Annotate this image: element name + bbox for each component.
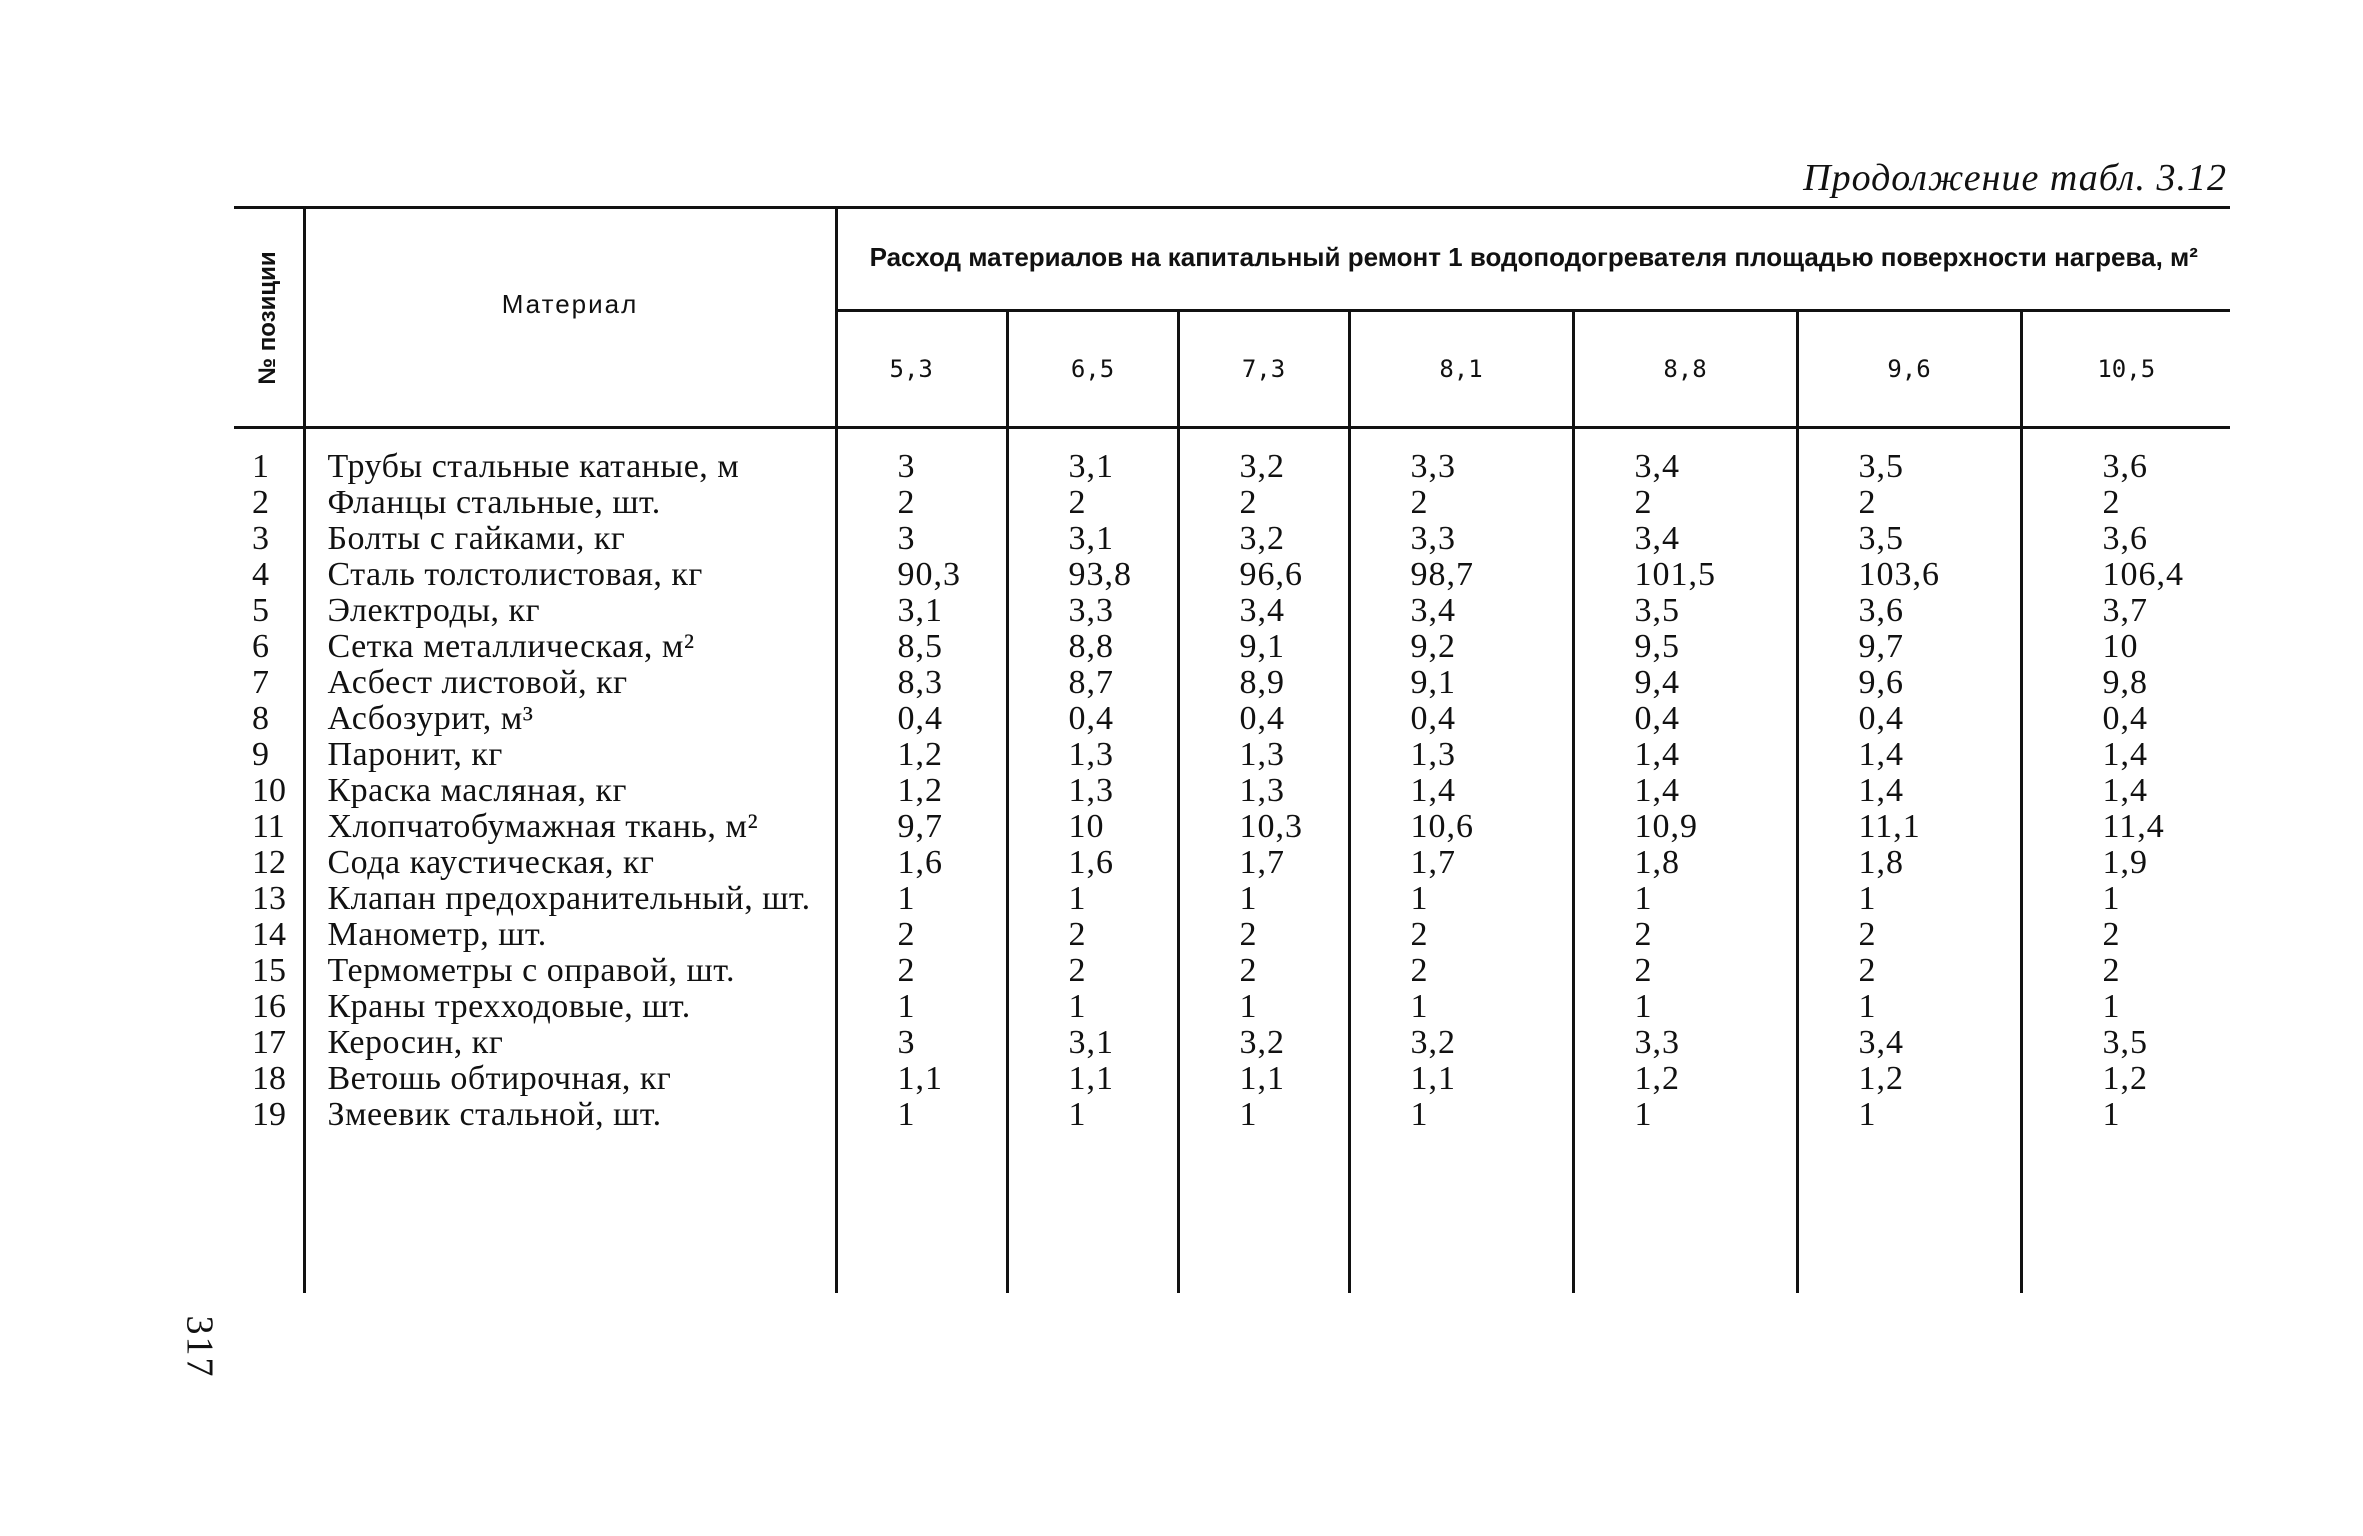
consumption-value: 1,1 bbox=[1349, 1061, 1573, 1097]
table-row bbox=[234, 485, 2230, 521]
consumption-value: 3,5 bbox=[1797, 521, 2021, 557]
table-row bbox=[234, 737, 2230, 773]
consumption-value: 90,3 bbox=[836, 557, 1007, 593]
consumption-value: 2 bbox=[1178, 485, 1349, 521]
consumption-value: 3,2 bbox=[1178, 1025, 1349, 1061]
consumption-value: 9,8 bbox=[2102, 664, 2148, 701]
consumption-value: 1,4 bbox=[2102, 772, 2148, 809]
position-number: 15 bbox=[234, 953, 304, 989]
consumption-value: 1 bbox=[836, 1097, 1007, 1133]
consumption-value: 0,4 bbox=[2102, 700, 2148, 737]
consumption-value: 101,5 bbox=[1573, 557, 1797, 593]
consumption-value: 2 bbox=[1007, 917, 1178, 953]
consumption-value: 9,1 bbox=[1349, 665, 1573, 701]
consumption-value: 1,6 bbox=[1007, 845, 1178, 881]
consumption-value: 10 bbox=[2102, 628, 2139, 665]
consumption-value: 1 bbox=[1797, 1097, 2021, 1133]
consumption-value: 3,3 bbox=[1007, 593, 1178, 629]
position-number: 12 bbox=[234, 845, 304, 881]
consumption-value: 3,1 bbox=[1007, 1025, 1178, 1061]
consumption-value: 3,5 bbox=[2102, 1024, 2148, 1061]
consumption-value: 1 bbox=[1797, 881, 2021, 917]
table-row bbox=[234, 989, 2230, 1025]
material-name: Сетка металлическая, м² bbox=[304, 629, 836, 665]
position-column-header: № позиции bbox=[234, 209, 304, 428]
table-body bbox=[234, 429, 2230, 1293]
table-row bbox=[234, 809, 2230, 845]
position-number: 13 bbox=[234, 881, 304, 917]
consumption-value: 1 bbox=[2102, 1096, 2121, 1133]
material-name: Асбозурит, м³ bbox=[304, 701, 836, 737]
consumption-value: 3,7 bbox=[2102, 592, 2148, 629]
position-number: 3 bbox=[234, 521, 304, 557]
position-number: 10 bbox=[234, 773, 304, 809]
consumption-value: 103,6 bbox=[1797, 557, 2021, 593]
table-row bbox=[234, 665, 2230, 701]
material-name: Хлопчатобумажная ткань, м² bbox=[304, 809, 836, 845]
consumption-value: 1 bbox=[1178, 1097, 1349, 1133]
consumption-value: 2 bbox=[2102, 484, 2121, 521]
table-row bbox=[234, 953, 2230, 989]
consumption-value: 1,4 bbox=[2102, 736, 2148, 773]
consumption-value: 3,4 bbox=[1573, 429, 1797, 485]
consumption-value: 1,4 bbox=[1349, 773, 1573, 809]
consumption-value: 9,2 bbox=[1349, 629, 1573, 665]
position-number: 17 bbox=[234, 1025, 304, 1061]
consumption-value: 3,1 bbox=[1007, 521, 1178, 557]
consumption-value: 3,4 bbox=[1349, 593, 1573, 629]
consumption-value: 1 bbox=[1349, 881, 1573, 917]
consumption-value: 3 bbox=[836, 429, 1007, 485]
consumption-value: 1,2 bbox=[836, 737, 1007, 773]
consumption-value: 9,1 bbox=[1178, 629, 1349, 665]
consumption-value: 0,4 bbox=[1573, 701, 1797, 737]
material-column-header: Материал bbox=[304, 209, 836, 428]
position-number: 8 bbox=[234, 701, 304, 737]
consumption-value: 9,7 bbox=[1797, 629, 2021, 665]
consumption-value: 11,1 bbox=[1797, 809, 2021, 845]
consumption-value: 0,4 bbox=[1178, 701, 1349, 737]
consumption-value: 10,3 bbox=[1178, 809, 1349, 845]
position-number: 6 bbox=[234, 629, 304, 665]
position-number: 14 bbox=[234, 917, 304, 953]
consumption-value: 1,1 bbox=[1007, 1061, 1178, 1097]
page-number: 317 bbox=[178, 1315, 221, 1379]
consumption-value: 1 bbox=[836, 989, 1007, 1025]
consumption-value: 8,7 bbox=[1007, 665, 1178, 701]
position-number: 7 bbox=[234, 665, 304, 701]
consumption-value: 2 bbox=[1349, 917, 1573, 953]
consumption-value: 9,5 bbox=[1573, 629, 1797, 665]
consumption-value: 1,1 bbox=[1178, 1061, 1349, 1097]
table-row bbox=[234, 1025, 2230, 1061]
material-name: Электроды, кг bbox=[304, 593, 836, 629]
table-row bbox=[234, 701, 2230, 737]
consumption-value: 3,4 bbox=[1573, 521, 1797, 557]
consumption-value: 10 bbox=[1007, 809, 1178, 845]
table-row bbox=[234, 521, 2230, 557]
consumption-value: 1 bbox=[1007, 1097, 1178, 1133]
consumption-value: 1,4 bbox=[1573, 737, 1797, 773]
consumption-value: 1 bbox=[1007, 881, 1178, 917]
consumption-value: 3,2 bbox=[1178, 429, 1349, 485]
consumption-group-header: Расход материалов на капитальный ремонт 1 водоподогревателя площадью поверхности нагрева, м² bbox=[836, 209, 2230, 311]
consumption-value: 8,3 bbox=[836, 665, 1007, 701]
consumption-value: 1,3 bbox=[1007, 737, 1178, 773]
consumption-value: 1 bbox=[1349, 989, 1573, 1025]
consumption-value: 1 bbox=[1007, 989, 1178, 1025]
table-row bbox=[234, 1097, 2230, 1133]
consumption-value: 2 bbox=[1178, 953, 1349, 989]
consumption-value: 8,8 bbox=[1007, 629, 1178, 665]
table-filler-row bbox=[234, 1133, 2230, 1293]
consumption-value: 1 bbox=[1573, 881, 1797, 917]
consumption-value: 93,8 bbox=[1007, 557, 1178, 593]
consumption-value: 10,9 bbox=[1573, 809, 1797, 845]
table-row bbox=[234, 845, 2230, 881]
table-row bbox=[234, 773, 2230, 809]
consumption-value: 1,3 bbox=[1007, 773, 1178, 809]
material-name: Краны трехходовые, шт. bbox=[304, 989, 836, 1025]
consumption-value: 2 bbox=[1349, 953, 1573, 989]
consumption-value: 3,1 bbox=[1007, 429, 1178, 485]
area-header: 8,1 bbox=[1349, 311, 1573, 428]
consumption-value: 10,6 bbox=[1349, 809, 1573, 845]
material-name: Ветошь обтирочная, кг bbox=[304, 1061, 836, 1097]
area-header: 9,6 bbox=[1797, 311, 2021, 428]
consumption-value: 3,4 bbox=[1797, 1025, 2021, 1061]
consumption-value: 9,7 bbox=[836, 809, 1007, 845]
position-number: 18 bbox=[234, 1061, 304, 1097]
material-name: Сода каустическая, кг bbox=[304, 845, 836, 881]
table-row bbox=[234, 881, 2230, 917]
consumption-value: 1,2 bbox=[2102, 1060, 2148, 1097]
consumption-value: 1,4 bbox=[1797, 773, 2021, 809]
table-row bbox=[234, 557, 2230, 593]
consumption-value: 2 bbox=[1573, 953, 1797, 989]
position-number: 19 bbox=[234, 1097, 304, 1133]
area-header: 5,3 bbox=[836, 311, 1007, 428]
consumption-value: 2 bbox=[1797, 917, 2021, 953]
consumption-value: 3,2 bbox=[1349, 1025, 1573, 1061]
position-number: 2 bbox=[234, 485, 304, 521]
consumption-value: 3,6 bbox=[2102, 448, 2148, 485]
consumption-value: 1,4 bbox=[1797, 737, 2021, 773]
consumption-value: 1 bbox=[1797, 989, 2021, 1025]
consumption-value: 1 bbox=[1573, 1097, 1797, 1133]
consumption-value: 3,5 bbox=[1797, 429, 2021, 485]
consumption-value: 3 bbox=[836, 521, 1007, 557]
table-row bbox=[234, 1061, 2230, 1097]
consumption-value: 3,5 bbox=[1573, 593, 1797, 629]
consumption-value: 1,1 bbox=[836, 1061, 1007, 1097]
consumption-value: 1 bbox=[1178, 881, 1349, 917]
consumption-value: 1 bbox=[2102, 880, 2121, 917]
consumption-value: 0,4 bbox=[1007, 701, 1178, 737]
consumption-value: 8,5 bbox=[836, 629, 1007, 665]
consumption-value: 2 bbox=[1007, 953, 1178, 989]
consumption-value: 3,6 bbox=[1797, 593, 2021, 629]
consumption-value: 1 bbox=[1573, 989, 1797, 1025]
consumption-value: 1 bbox=[1178, 989, 1349, 1025]
consumption-value: 1,3 bbox=[1178, 773, 1349, 809]
consumption-value: 1,7 bbox=[1349, 845, 1573, 881]
area-header: 6,5 bbox=[1007, 311, 1178, 428]
table-caption: Продолжение табл. 3.12 bbox=[1803, 157, 2227, 199]
consumption-value: 3,3 bbox=[1349, 521, 1573, 557]
consumption-value: 2 bbox=[1007, 485, 1178, 521]
material-name: Трубы стальные катаные, м bbox=[304, 429, 836, 485]
material-name: Термометры с оправой, шт. bbox=[304, 953, 836, 989]
table-row bbox=[234, 629, 2230, 665]
consumption-value: 3,6 bbox=[2102, 520, 2148, 557]
consumption-value: 1 bbox=[1349, 1097, 1573, 1133]
consumption-value: 1,8 bbox=[1797, 845, 2021, 881]
consumption-value: 0,4 bbox=[836, 701, 1007, 737]
area-header: 7,3 bbox=[1178, 311, 1349, 428]
material-name: Керосин, кг bbox=[304, 1025, 836, 1061]
position-number: 4 bbox=[234, 557, 304, 593]
consumption-value: 1,2 bbox=[1797, 1061, 2021, 1097]
consumption-value: 2 bbox=[1797, 485, 2021, 521]
consumption-value: 2 bbox=[1573, 485, 1797, 521]
consumption-value: 2 bbox=[2102, 916, 2121, 953]
consumption-value: 1,2 bbox=[1573, 1061, 1797, 1097]
consumption-value: 1,4 bbox=[1573, 773, 1797, 809]
consumption-value: 1,3 bbox=[1349, 737, 1573, 773]
consumption-value: 1,6 bbox=[836, 845, 1007, 881]
consumption-value: 98,7 bbox=[1349, 557, 1573, 593]
consumption-value: 8,9 bbox=[1178, 665, 1349, 701]
consumption-value: 9,6 bbox=[1797, 665, 2021, 701]
consumption-value: 2 bbox=[2102, 952, 2121, 989]
consumption-value: 11,4 bbox=[2102, 808, 2165, 845]
consumption-value: 3,2 bbox=[1178, 521, 1349, 557]
consumption-value: 1 bbox=[836, 881, 1007, 917]
consumption-value: 2 bbox=[1349, 485, 1573, 521]
material-name: Фланцы стальные, шт. bbox=[304, 485, 836, 521]
position-number: 11 bbox=[234, 809, 304, 845]
consumption-value: 1,9 bbox=[2102, 844, 2148, 881]
consumption-value: 106,4 bbox=[2102, 556, 2184, 593]
position-number: 5 bbox=[234, 593, 304, 629]
consumption-value: 1,3 bbox=[1178, 737, 1349, 773]
consumption-value: 2 bbox=[836, 953, 1007, 989]
consumption-value: 2 bbox=[836, 917, 1007, 953]
consumption-value: 2 bbox=[1797, 953, 2021, 989]
table-row bbox=[234, 429, 2230, 485]
consumption-value: 3,3 bbox=[1349, 429, 1573, 485]
material-name: Манометр, шт. bbox=[304, 917, 836, 953]
consumption-value: 3,4 bbox=[1178, 593, 1349, 629]
materials-table bbox=[234, 206, 2230, 1293]
consumption-value: 1,8 bbox=[1573, 845, 1797, 881]
material-name: Паронит, кг bbox=[304, 737, 836, 773]
area-header: 8,8 bbox=[1573, 311, 1797, 428]
consumption-value: 2 bbox=[836, 485, 1007, 521]
table-row bbox=[234, 593, 2230, 629]
material-name: Болты с гайками, кг bbox=[304, 521, 836, 557]
consumption-value: 96,6 bbox=[1178, 557, 1349, 593]
consumption-value: 3,3 bbox=[1573, 1025, 1797, 1061]
table-row bbox=[234, 917, 2230, 953]
position-number: 16 bbox=[234, 989, 304, 1025]
consumption-value: 0,4 bbox=[1797, 701, 2021, 737]
material-name: Змеевик стальной, шт. bbox=[304, 1097, 836, 1133]
consumption-value: 1,2 bbox=[836, 773, 1007, 809]
position-number: 1 bbox=[234, 429, 304, 485]
area-header: 10,5 bbox=[2097, 355, 2156, 383]
consumption-value: 9,4 bbox=[1573, 665, 1797, 701]
consumption-value: 0,4 bbox=[1349, 701, 1573, 737]
consumption-value: 1,7 bbox=[1178, 845, 1349, 881]
material-name: Краска масляная, кг bbox=[304, 773, 836, 809]
material-name: Сталь толстолистовая, кг bbox=[304, 557, 836, 593]
position-number: 9 bbox=[234, 737, 304, 773]
consumption-value: 3,1 bbox=[836, 593, 1007, 629]
consumption-value: 2 bbox=[1178, 917, 1349, 953]
material-name: Клапан предохранительный, шт. bbox=[304, 881, 836, 917]
consumption-value: 3 bbox=[836, 1025, 1007, 1061]
material-name: Асбест листовой, кг bbox=[304, 665, 836, 701]
consumption-value: 2 bbox=[1573, 917, 1797, 953]
consumption-value: 1 bbox=[2102, 988, 2121, 1025]
